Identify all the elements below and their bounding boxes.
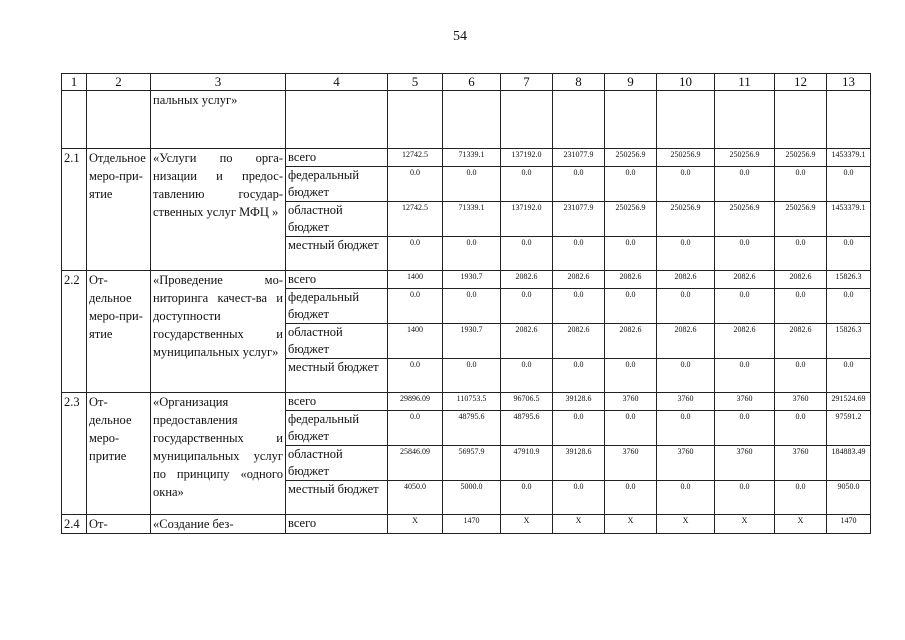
activity-kind: От-дельное меро-при-ятие	[87, 271, 151, 393]
total-value: 1470	[827, 515, 871, 534]
year-value: 2082.6	[553, 271, 605, 289]
year-value: 2082.6	[715, 271, 775, 289]
page-number: 54	[453, 29, 467, 44]
year-value: 0.0	[775, 411, 827, 446]
funding-source: федеральный бюджет	[286, 411, 388, 446]
year-value: 1930.7	[443, 271, 501, 289]
year-value: 2082.6	[715, 324, 775, 359]
year-value: 0.0	[388, 411, 443, 446]
year-value: 250256.9	[715, 149, 775, 167]
funding-source: всего	[286, 271, 388, 289]
activity-number: 2.2	[62, 271, 87, 393]
empty-cell	[87, 91, 151, 149]
year-value: 71339.1	[443, 149, 501, 167]
year-value: 1930.7	[443, 324, 501, 359]
year-value: 0.0	[657, 411, 715, 446]
year-value: 0.0	[715, 359, 775, 393]
column-number: 1	[62, 74, 87, 91]
year-value: 2082.6	[501, 324, 553, 359]
total-value: 0.0	[827, 237, 871, 271]
year-value: 0.0	[775, 167, 827, 202]
year-value: 1400	[388, 271, 443, 289]
year-value: 0.0	[443, 289, 501, 324]
year-value: 0.0	[553, 411, 605, 446]
year-value: 2082.6	[605, 271, 657, 289]
continuation-text: пальных услуг»	[151, 91, 286, 149]
year-value: 12742.5	[388, 202, 443, 237]
year-value: 39128.6	[553, 393, 605, 411]
activity-number: 2.1	[62, 149, 87, 271]
year-value: 0.0	[443, 237, 501, 271]
activity-kind: От-дельное меро-притие	[87, 393, 151, 515]
year-value: 0.0	[501, 359, 553, 393]
year-value: 0.0	[605, 411, 657, 446]
year-value: 2082.6	[775, 271, 827, 289]
year-value: 0.0	[657, 359, 715, 393]
empty-cell	[715, 91, 775, 149]
column-number: 6	[443, 74, 501, 91]
budget-row-total	[62, 515, 871, 534]
year-value: 0.0	[775, 289, 827, 324]
year-value: 2082.6	[605, 324, 657, 359]
year-value: 0.0	[775, 481, 827, 515]
year-value: 0.0	[605, 167, 657, 202]
total-value: 1453379.1	[827, 149, 871, 167]
empty-cell	[286, 91, 388, 149]
year-value: 3760	[657, 393, 715, 411]
column-number: 13	[827, 74, 871, 91]
total-value: 1453379.1	[827, 202, 871, 237]
year-value: 56957.9	[443, 446, 501, 481]
year-value: 250256.9	[715, 202, 775, 237]
year-value: 0.0	[605, 289, 657, 324]
budget-row-total	[62, 393, 871, 411]
column-number: 5	[388, 74, 443, 91]
funding-source: всего	[286, 393, 388, 411]
empty-cell	[62, 91, 87, 149]
funding-source: всего	[286, 515, 388, 534]
total-value: 0.0	[827, 359, 871, 393]
year-value: 3760	[775, 446, 827, 481]
empty-cell	[501, 91, 553, 149]
funding-source: местный бюджет	[286, 481, 388, 515]
year-value: 29896.09	[388, 393, 443, 411]
budget-table	[61, 73, 871, 534]
year-value: 0.0	[388, 359, 443, 393]
total-value: 0.0	[827, 167, 871, 202]
year-value: 250256.9	[605, 149, 657, 167]
year-value: 0.0	[501, 167, 553, 202]
year-value: 0.0	[715, 481, 775, 515]
total-value: 184883.49	[827, 446, 871, 481]
year-value: 3760	[775, 393, 827, 411]
year-value: 231077.9	[553, 202, 605, 237]
year-value: 0.0	[715, 289, 775, 324]
column-number: 11	[715, 74, 775, 91]
year-value: 0.0	[605, 237, 657, 271]
year-value: 4050.0	[388, 481, 443, 515]
column-number: 7	[501, 74, 553, 91]
empty-cell	[443, 91, 501, 149]
empty-cell	[553, 91, 605, 149]
year-value: 0.0	[443, 167, 501, 202]
year-value: 2082.6	[657, 324, 715, 359]
column-number: 4	[286, 74, 388, 91]
year-value: 0.0	[388, 167, 443, 202]
total-value: 15826.3	[827, 271, 871, 289]
total-value: 0.0	[827, 289, 871, 324]
year-value: 0.0	[553, 481, 605, 515]
activity-name: «Организация предоставления государственных и муниципальных услуг по принципу «одного окна»	[151, 393, 286, 515]
year-value: 2082.6	[775, 324, 827, 359]
year-value: 12742.5	[388, 149, 443, 167]
year-value: 0.0	[715, 237, 775, 271]
year-value: 0.0	[553, 359, 605, 393]
column-number-row	[62, 74, 871, 91]
year-value: 250256.9	[657, 149, 715, 167]
year-value: 2082.6	[553, 324, 605, 359]
total-value: 97591.2	[827, 411, 871, 446]
empty-cell	[775, 91, 827, 149]
budget-row-total	[62, 271, 871, 289]
year-value: 0.0	[775, 237, 827, 271]
year-value: 0.0	[605, 359, 657, 393]
year-value: 3760	[715, 446, 775, 481]
year-value: X	[501, 515, 553, 534]
year-value: 0.0	[657, 481, 715, 515]
year-value: 0.0	[715, 167, 775, 202]
year-value: 0.0	[553, 237, 605, 271]
activity-kind: Отдельное меро-при-ятие	[87, 149, 151, 271]
year-value: 3760	[605, 393, 657, 411]
activity-number: 2.3	[62, 393, 87, 515]
year-value: X	[715, 515, 775, 534]
continuation-row	[62, 91, 871, 149]
year-value: 137192.0	[501, 149, 553, 167]
total-value: 291524.69	[827, 393, 871, 411]
year-value: 25846.09	[388, 446, 443, 481]
empty-cell	[827, 91, 871, 149]
year-value: 0.0	[553, 167, 605, 202]
activity-name: «Создание без-	[151, 515, 286, 534]
year-value: 250256.9	[605, 202, 657, 237]
year-value: 48795.6	[443, 411, 501, 446]
year-value: 0.0	[443, 359, 501, 393]
year-value: 0.0	[501, 237, 553, 271]
budget-row-total	[62, 149, 871, 167]
funding-source: областной бюджет	[286, 446, 388, 481]
funding-source: областной бюджет	[286, 202, 388, 237]
year-value: 250256.9	[775, 202, 827, 237]
year-value: 0.0	[657, 289, 715, 324]
funding-source: федеральный бюджет	[286, 289, 388, 324]
year-value: 250256.9	[775, 149, 827, 167]
year-value: 0.0	[388, 289, 443, 324]
year-value: 0.0	[715, 411, 775, 446]
year-value: 250256.9	[657, 202, 715, 237]
year-value: X	[553, 515, 605, 534]
activity-name: «Проведение мо-ниторинга качест-ва и доступности государственных и муниципальных услуг»	[151, 271, 286, 393]
funding-source: федеральный бюджет	[286, 167, 388, 202]
year-value: X	[605, 515, 657, 534]
activity-name: «Услуги по орга-низации и предос-тавлению государ-ственных услуг МФЦ »	[151, 149, 286, 271]
year-value: 48795.6	[501, 411, 553, 446]
funding-source: всего	[286, 149, 388, 167]
column-number: 2	[87, 74, 151, 91]
year-value: 0.0	[605, 481, 657, 515]
year-value: 231077.9	[553, 149, 605, 167]
year-value: X	[775, 515, 827, 534]
empty-cell	[388, 91, 443, 149]
total-value: 15826.3	[827, 324, 871, 359]
activity-number: 2.4	[62, 515, 87, 534]
year-value: 137192.0	[501, 202, 553, 237]
activity-rows	[62, 149, 871, 534]
column-number: 3	[151, 74, 286, 91]
year-value: X	[388, 515, 443, 534]
year-value: 1470	[443, 515, 501, 534]
column-number: 12	[775, 74, 827, 91]
year-value: 0.0	[388, 237, 443, 271]
total-value: 9050.0	[827, 481, 871, 515]
empty-cell	[657, 91, 715, 149]
year-value: 3760	[715, 393, 775, 411]
year-value: 3760	[657, 446, 715, 481]
funding-source: местный бюджет	[286, 359, 388, 393]
year-value: 5000.0	[443, 481, 501, 515]
empty-cell	[605, 91, 657, 149]
funding-source: местный бюджет	[286, 237, 388, 271]
year-value: 1400	[388, 324, 443, 359]
column-number: 10	[657, 74, 715, 91]
year-value: 2082.6	[657, 271, 715, 289]
year-value: 0.0	[501, 289, 553, 324]
column-number: 8	[553, 74, 605, 91]
year-value: 47910.9	[501, 446, 553, 481]
year-value: 3760	[605, 446, 657, 481]
year-value: 0.0	[553, 289, 605, 324]
year-value: 39128.6	[553, 446, 605, 481]
year-value: X	[657, 515, 715, 534]
year-value: 71339.1	[443, 202, 501, 237]
year-value: 0.0	[657, 167, 715, 202]
column-number: 9	[605, 74, 657, 91]
year-value: 96706.5	[501, 393, 553, 411]
activity-kind: От-	[87, 515, 151, 534]
funding-source: областной бюджет	[286, 324, 388, 359]
year-value: 0.0	[501, 481, 553, 515]
year-value: 0.0	[775, 359, 827, 393]
year-value: 0.0	[657, 237, 715, 271]
year-value: 110753.5	[443, 393, 501, 411]
year-value: 2082.6	[501, 271, 553, 289]
